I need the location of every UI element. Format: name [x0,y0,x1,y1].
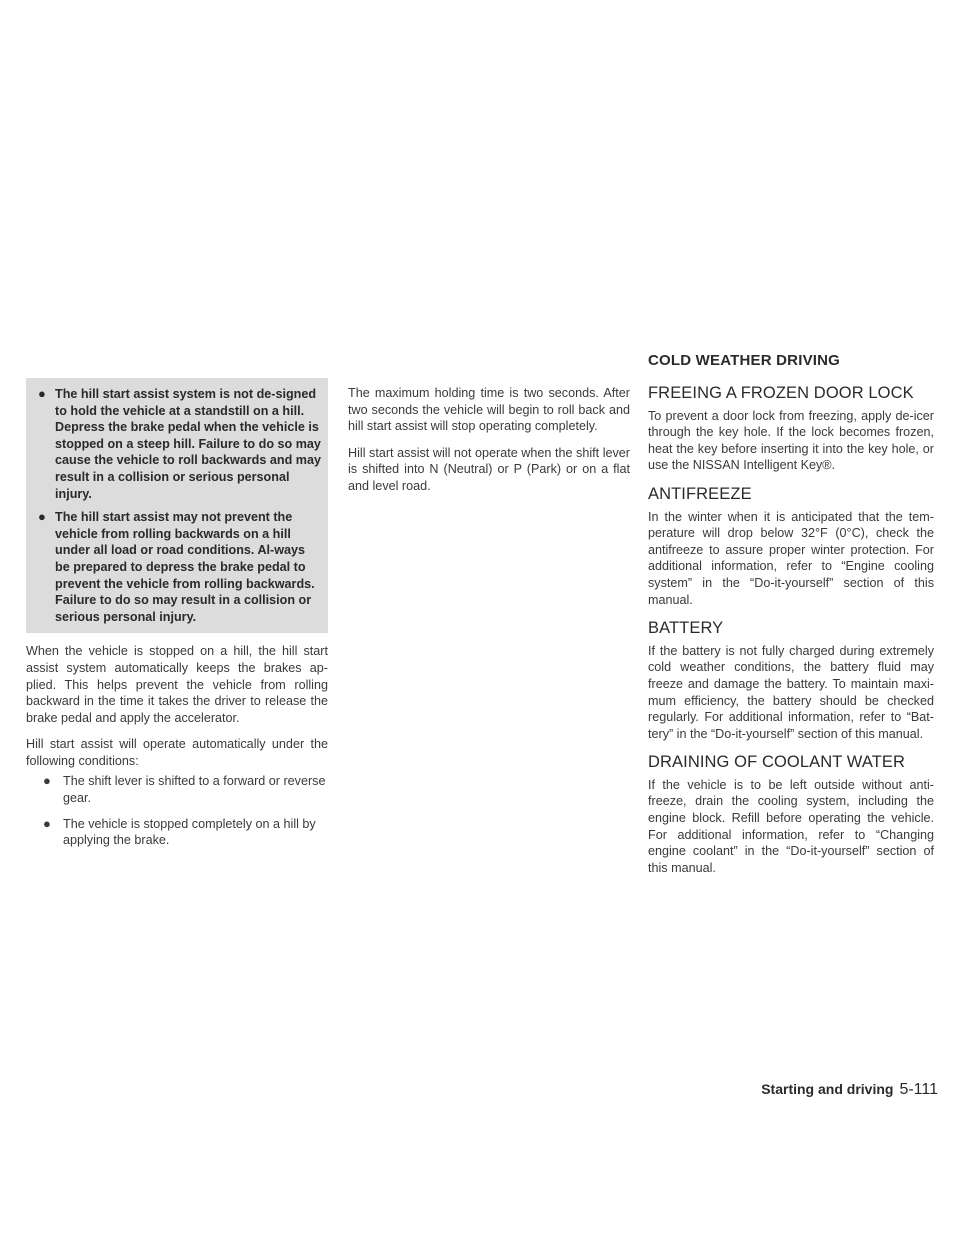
paragraph: If the battery is not fully charged during extremely cold weather conditions, the battery fluid may freeze and damage the battery. To maintain maxi-mum efficiency, the battery should be checked regularly. For additional information, refer to “Bat-tery” in the “Do-it-yourself” section of this manual. [648,643,934,741]
warning-text: The hill start assist may not prevent the vehicle from rolling backwards on a hill under all load or road conditions. Al-ways be prepared to depress the brake pedal to prevent the vehicle from rolling backwards. Failure to do so may result in a collision or serious personal injury. [55,510,315,624]
paragraph: In the winter when it is anticipated that the tem-perature will drop below 32°F (0°C), check the antifreeze to assure proper winter protection. For additional information, refer to “Engine cooling system” in the “Do-it-yourself” section of this manual. [648,509,934,607]
column-right [648,385,934,888]
column-middle [348,385,630,505]
page-number: 5-111 [899,1081,938,1098]
column-left [26,378,328,858]
bullet-icon: ● [38,386,46,401]
paragraph: The maximum holding time is two seconds. After two seconds the vehicle will begin to roll back and hill start assist will stop operating completely. [348,386,630,434]
bullet-icon: ● [43,815,51,831]
bullet-icon: ● [38,509,46,525]
warning-box [26,378,328,633]
subsection-heading: DRAINING OF COOLANT WATER [648,753,906,772]
paragraph: Hill start assist will not operate when the shift lever is shifted into N (Neutral) or P (Park) or on a flat and level road. [348,445,630,493]
subsection-heading: ANTIFREEZE [648,484,752,503]
list-item [26,773,328,806]
page-footer [761,1081,938,1099]
condition-list [26,773,328,848]
paragraph: Hill start assist will operate automatically under the following conditions: [26,737,328,768]
warning-item [32,386,322,502]
paragraph: If the vehicle is to be left outside without anti-freeze, drain the cooling system, including the engine block. Refill before operating the vehicle. For additional information, refer to “Changing engine coolant” in the “Do-it-yourself” section of this manual. [648,777,934,875]
list-item [26,816,328,849]
bullet-icon: ● [43,773,51,789]
list-item-text: The shift lever is shifted to a forward or reverse gear. [63,774,326,806]
warning-text: The hill start assist system is not de-signed to hold the vehicle at a standstill on a hill. Depress the brake pedal when the vehicle is stopped on a steep hill. Failure to do so may cause the vehicle to roll backwards and may result in a collision or serious personal injury. [55,387,321,501]
paragraph: To prevent a door lock from freezing, apply de-icer through the key hole. If the lock becomes frozen, heat the key before inserting it into the key hole, or use the NISSAN Intelligent Key®. [648,408,934,473]
paragraph: When the vehicle is stopped on a hill, the hill start assist system automatically keeps the brakes ap-plied. This helps prevent the vehicle from rolling backward in the time it takes the driver to release the brake pedal and apply the accelerator. [26,644,328,725]
subsection-heading: BATTERY [648,619,724,638]
section-title: COLD WEATHER DRIVING [648,352,841,369]
chapter-name: Starting and driving [761,1081,894,1097]
warning-item [32,509,322,625]
list-item-text: The vehicle is stopped completely on a hill by applying the brake. [63,816,316,848]
subsection-heading: FREEING A FROZEN DOOR LOCK [648,384,914,402]
